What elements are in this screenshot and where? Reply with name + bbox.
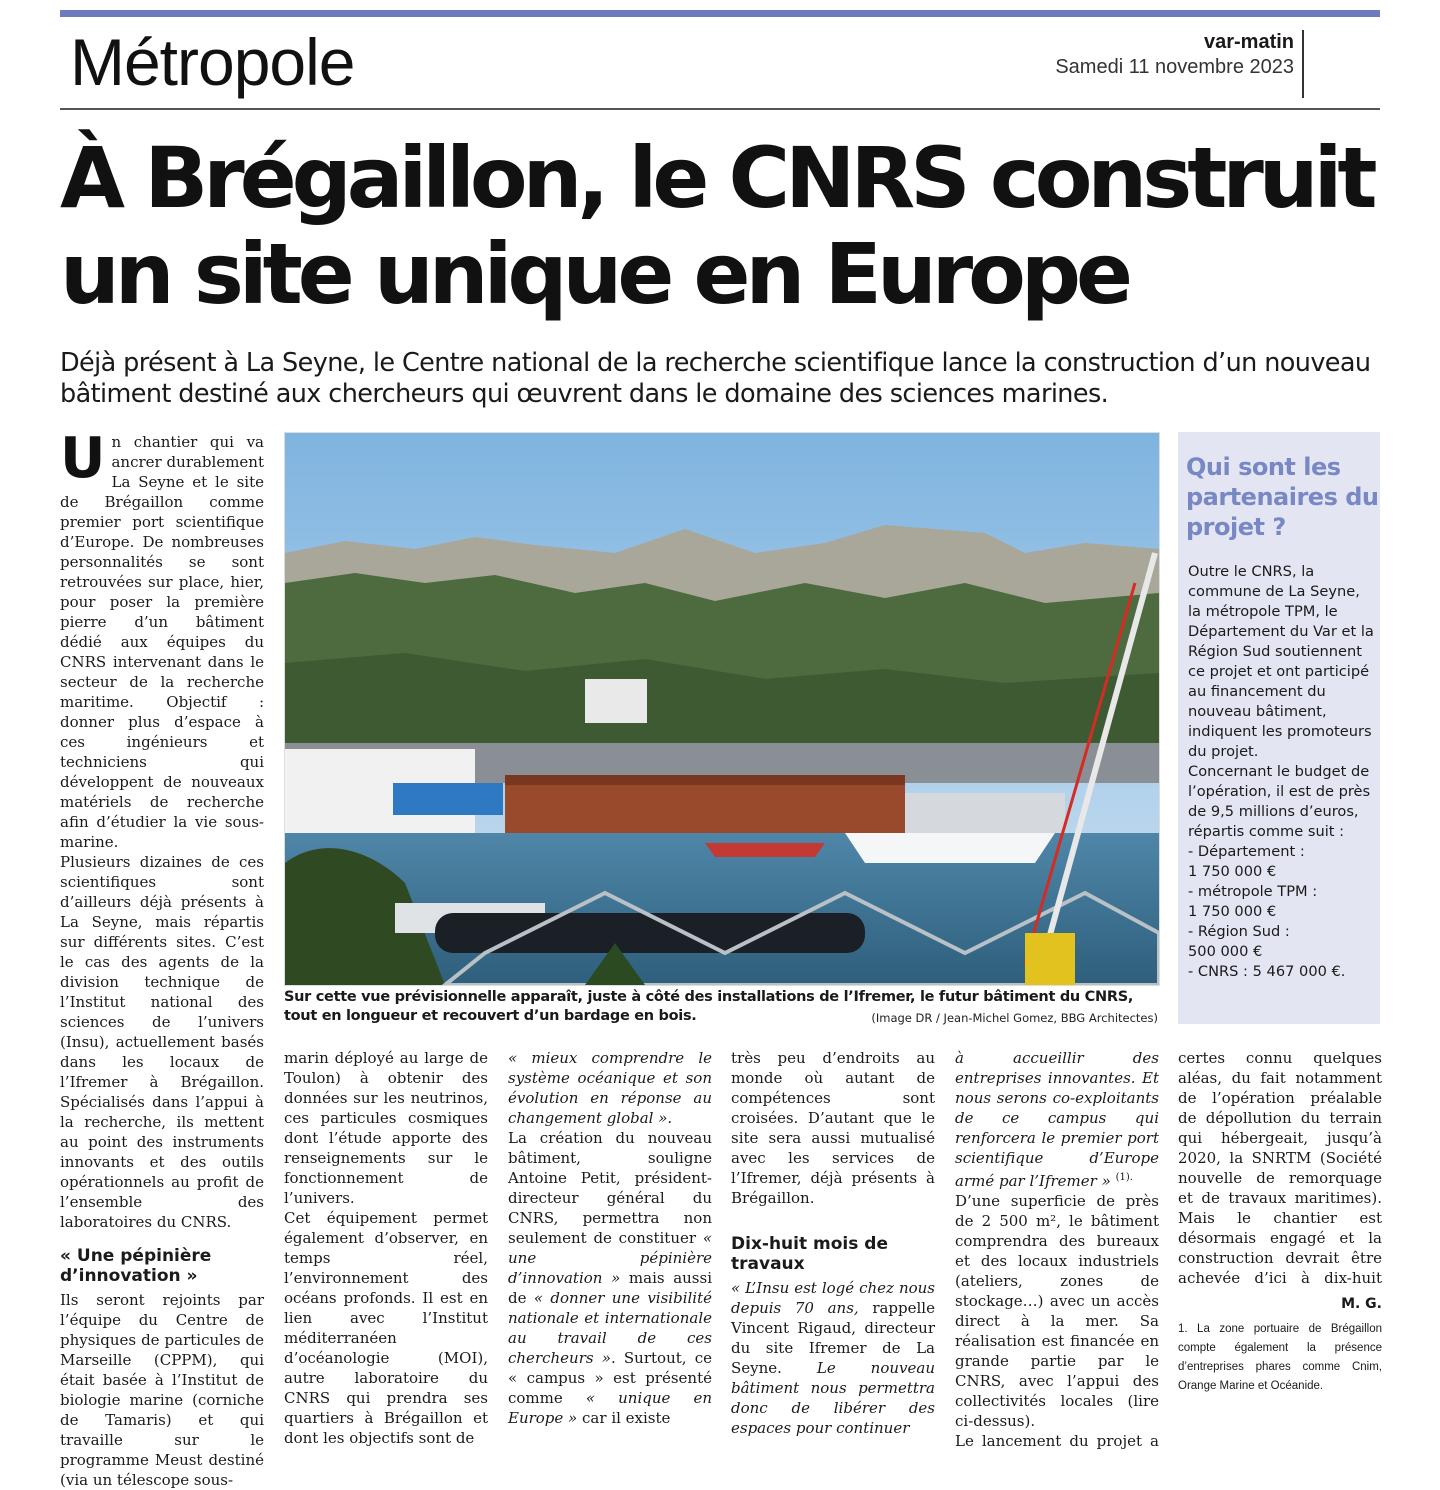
article-column-1 bbox=[60, 426, 264, 1490]
photo-caption: Sur cette vue prévisionnelle apparaît, juste à côté des installations de l’Ifremer, le futur bâtiment du CNRS, tout en longueur et recouvert d’un bardage en bois. bbox=[284, 989, 1134, 1024]
budget-item-cnrs: - CNRS : 5 467 000 €. bbox=[1188, 963, 1346, 980]
paragraph-text: Surtout, ce « campus » est présenté comme bbox=[508, 1349, 712, 1407]
article-paragraph bbox=[955, 1048, 1159, 1191]
article-paragraph bbox=[508, 1048, 712, 1128]
sidebar-intro: Outre le CNRS, la commune de La Seyne, la métropole TPM, le Département du Var et la Région Sud soutiennent ce projet et ont participé au financement du nouveau bâtiment, indiquent les promoteurs du projet. bbox=[1188, 563, 1374, 760]
budget-item-value: 1 750 000 € bbox=[1188, 903, 1277, 920]
quote: « une pépinière d’innovation » bbox=[508, 1229, 712, 1287]
paragraph-text: certes connu quelques aléas, du fait notamment de l’opération préalable de dépollution du terrain qui hébergeait, jusqu’à 2020, la SNRTM (Société nouvelle de remorquage et de travaux maritimes). Mais le chantier est désormais engagé et la construction devrait être achevée d’ici à dix-huit bbox=[1178, 1049, 1382, 1287]
section-rubric: Métropole bbox=[70, 25, 355, 99]
top-accent-bar bbox=[60, 10, 1380, 17]
paragraph-text: mais aussi de bbox=[508, 1269, 712, 1307]
harbor-scene-illustration bbox=[285, 433, 1159, 985]
quote: « mieux comprendre le système océanique et son évolution en réponse au changement global ». bbox=[508, 1049, 712, 1127]
budget-item-value: 1 750 000 € bbox=[1188, 863, 1277, 880]
paragraph-text: n chantier qui va ancrer durablement La Seyne et le site de Brégaillon comme premier port scientifique d’Europe. De nombreuses personnalités se sont retrouvées sur place, hier, pour poser la première pierre d’un bâtiment dédié aux équipes du CNRS intervenant dans le secteur de la recherche maritime. Objectif : donner plus d’espace à ces ingénieurs et techniciens qui développent de nouveaux matériels de recherche afin d’étudier la vie sous-marine. bbox=[60, 433, 264, 851]
publication-date: Samedi 11 novembre 2023 bbox=[1055, 56, 1294, 78]
budget-item-label: - métropole TPM : bbox=[1188, 883, 1318, 900]
sidebar-title: Qui sont les partenaires du projet ? bbox=[1186, 453, 1379, 541]
article-paragraph: marin déployé au large de Toulon) à obtenir des données sur les neutrinos, ces particules cosmiques dont l’étude apporte des renseignements sur le fonctionnement de l’univers. bbox=[284, 1049, 488, 1207]
footnote: 1. La zone portuaire de Brégaillon compte également la présence d’entreprises phares comme Cnim, Orange Marine et Océanide. bbox=[1178, 1323, 1382, 1392]
quote: « donner une visibilité nationale et internationale au travail de ces chercheurs ». bbox=[508, 1289, 712, 1367]
budget-item-label: - Région Sud : bbox=[1188, 923, 1290, 940]
quote: « unique en Europe » bbox=[508, 1389, 712, 1427]
newspaper-name: var-matin bbox=[1203, 31, 1294, 53]
paragraph-text: car il existe bbox=[582, 1409, 671, 1427]
quote: Le nouveau bâtiment nous permettra donc de libérer des espaces pour continuer bbox=[731, 1359, 935, 1437]
article-column-6 bbox=[1178, 1048, 1382, 1396]
author-signature: M. G. bbox=[1341, 1296, 1382, 1312]
article-column-5 bbox=[955, 1048, 1159, 1451]
masthead bbox=[1055, 30, 1294, 80]
dropcap: U bbox=[60, 426, 106, 491]
quote: « L’Insu est logé chez nous depuis 70 ans, bbox=[731, 1279, 935, 1317]
article-paragraph: Cet équipement permet également d’observer, en temps réel, l’environnement des océans profonds. Il est en lien avec l’Institut méditerranéen d’océanologie (MOI), autre laboratoire du CNRS qui prendra ses quartiers à Brégaillon et dont les objectifs sont de bbox=[284, 1209, 488, 1447]
paragraph-text: La création du nouveau bâtiment, souligne Antoine Petit, président-directeur général du CNRS, permettra non seulement de constituer bbox=[508, 1129, 712, 1247]
article-column-4 bbox=[731, 1048, 935, 1438]
headline: À Brégaillon, le CNRS construit un site unique en Europe bbox=[60, 129, 1373, 323]
subheading-travaux: Dix-huit mois de travaux bbox=[731, 1234, 888, 1274]
article-column-2 bbox=[284, 1048, 488, 1448]
subheading-pepiniere: « Une pépinière d’innovation » bbox=[60, 1246, 212, 1286]
article-column-3 bbox=[508, 1048, 712, 1428]
paragraph-text: rappelle Vincent Rigaud, directeur du site Ifremer de La Seyne. bbox=[731, 1299, 935, 1377]
article-paragraph bbox=[60, 426, 264, 852]
header-rule bbox=[60, 108, 1380, 110]
building-rendering-photo bbox=[284, 432, 1160, 986]
footnote-ref: (1). bbox=[1115, 1172, 1133, 1183]
quote: à accueillir des entreprises innovantes. Et nous serons co-exploitants de ce campus qui renforcera le premier port scientifique d’Europe armé par l’Ifremer » bbox=[955, 1049, 1159, 1190]
article-paragraph: Plusieurs dizaines de ces scientifiques sont d’ailleurs déjà présents à La Seyne, mais répartis sur différents sites. C’est le cas des agents de la division technique de l’Institut national des sciences de l’univers (Insu), actuellement basés dans les locaux de l’Ifremer à Brégaillon. Spécialisés dans l’appui à la recherche, ils mettent au point des instruments innovants et des outils opérationnels au profit de l’ensemble des laboratoires du CNRS. bbox=[60, 853, 264, 1231]
budget-item-label: - Département : bbox=[1188, 843, 1305, 860]
article-paragraph: Ils seront rejoints par l’équipe du Centre de physiques de particules de Marseille (CPPM), qui était basée à l’Institut de biologie marine (corniche de Tamaris) et qui travaille sur le programme Meust destiné (via un télescope sous- bbox=[60, 1291, 264, 1489]
masthead-divider bbox=[1302, 30, 1304, 98]
photo-credit: (Image DR / Jean-Michel Gomez, BBG Architectes) bbox=[871, 1011, 1158, 1025]
budget-item-value: 500 000 € bbox=[1188, 943, 1263, 960]
article-paragraph: très peu d’endroits au monde où autant de compétences sont croisées. D’autant que le site sera aussi mutualisé avec les services de l’Ifremer, déjà présents à Brégaillon. bbox=[731, 1049, 935, 1207]
article-paragraph: Le lancement du projet a bbox=[955, 1432, 1159, 1450]
article-paragraph bbox=[508, 1128, 712, 1428]
sidebar-budget: Concernant le budget de l’opération, il est de près de 9,5 millions d’euros, répartis comme suit : bbox=[1188, 763, 1371, 840]
article-paragraph-continued bbox=[1178, 1048, 1382, 1288]
article-paragraph: D’une superficie de près de 2 500 m², le bâtiment comprendra des bureaux et des locaux industriels (ateliers, zones de stockage…) avec un accès direct à la mer. Sa réalisation est financée en grande partie par le CNRS, avec l’appui des collectivités locales (lire ci-dessus). bbox=[955, 1192, 1159, 1430]
standfirst: Déjà présent à La Seyne, le Centre national de la recherche scientifique lance la construction d’un nouveau bâtiment destiné aux chercheurs qui œuvrent dans le domaine des sciences marines. bbox=[60, 348, 1371, 409]
partners-sidebar bbox=[1178, 432, 1380, 1024]
article-paragraph bbox=[731, 1278, 935, 1438]
sidebar-body bbox=[1178, 542, 1380, 982]
